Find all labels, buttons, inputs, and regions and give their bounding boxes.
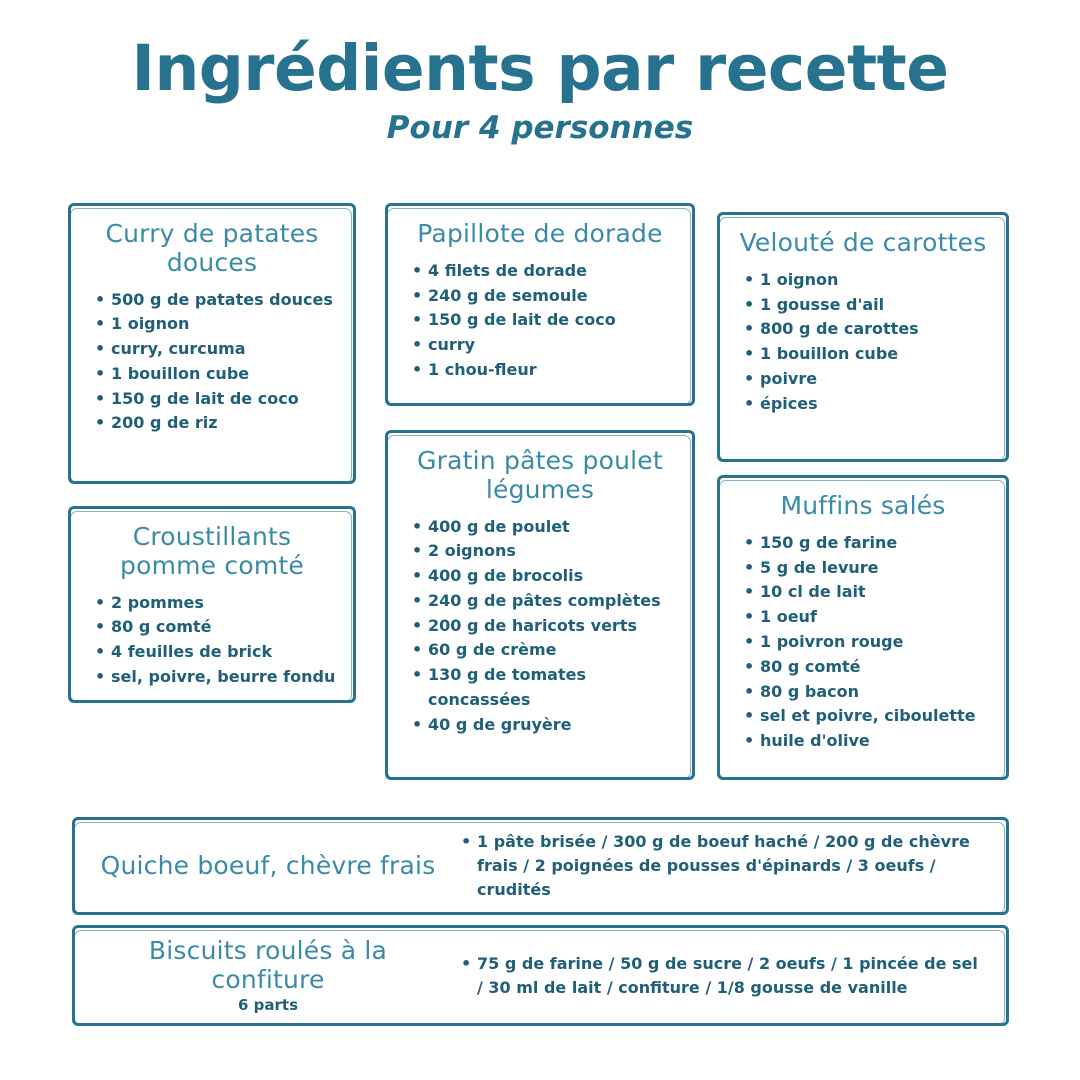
list-item: • 150 g de farine [758, 531, 990, 556]
list-item: • 2 oignons [426, 539, 676, 564]
list-item: • 60 g de crème [426, 638, 676, 663]
page-title: Ingrédients par recette [131, 32, 949, 105]
recipe-title-veloute: Velouté de carottes [739, 228, 987, 257]
list-item: • 1 poivron rouge [758, 630, 990, 655]
list-item: • 1 oeuf [758, 605, 990, 630]
recipe-title-curry: Curry de patates douces [105, 219, 319, 277]
recipe-card-biscuits [72, 925, 1009, 1026]
recipe-title-col-biscuits [93, 937, 443, 1015]
ingredient-list-papillote [404, 259, 676, 383]
list-item: • sel, poivre, beurre fondu [109, 665, 337, 690]
list-item: • curry, curcuma [109, 337, 337, 362]
list-item: • 240 g de pâtes complètes [426, 589, 676, 614]
recipe-list-col-quiche [443, 830, 988, 902]
recipe-title-biscuits: Biscuits roulés à la confiture [148, 935, 388, 994]
list-item: • 1 chou-fleur [426, 358, 676, 383]
list-item: • huile d'olive [758, 729, 990, 754]
list-item: • 1 oignon [109, 312, 337, 337]
ingredient-list-biscuits [453, 952, 988, 1000]
recipe-card-papillote [385, 203, 695, 406]
recipe-card-curry [68, 203, 356, 484]
list-item: • 40 g de gruyère [426, 713, 676, 738]
list-item: • épices [758, 392, 990, 417]
recipe-card-gratin [385, 430, 695, 780]
list-item: • 200 g de riz [109, 411, 337, 436]
ingredient-list-muffins [736, 531, 990, 754]
ingredient-list-quiche [453, 830, 988, 902]
list-item: • 400 g de brocolis [426, 564, 676, 589]
list-item: • 400 g de poulet [426, 515, 676, 540]
list-item: • 150 g de lait de coco [109, 387, 337, 412]
list-item: • 150 g de lait de coco [426, 308, 676, 333]
page-subtitle: Pour 4 personnes [386, 110, 694, 147]
recipe-title-col-quiche [93, 852, 443, 881]
list-item: • 800 g de carottes [758, 317, 990, 342]
list-item: • 80 g bacon [758, 680, 990, 705]
list-item: • sel et poivre, ciboulette [758, 704, 990, 729]
list-item: • 80 g comté [109, 615, 337, 640]
ingredient-list-veloute [736, 268, 990, 417]
list-item: • 1 oignon [758, 268, 990, 293]
list-item: • 80 g comté [758, 655, 990, 680]
list-item: • 200 g de haricots verts [426, 614, 676, 639]
recipe-card-quiche [72, 817, 1009, 915]
recipe-list-col-biscuits [443, 952, 988, 1000]
list-item: • 4 filets de dorade [426, 259, 676, 284]
list-item: • 1 pâte brisée / 300 g de boeuf haché / 200 g de chèvre frais / 2 poignées de pousses d'épinards / 3 oeufs / crudités [475, 830, 988, 902]
list-item: • curry [426, 333, 676, 358]
ingredient-list-gratin [404, 515, 676, 738]
recipe-title-papillote: Papillote de dorade [417, 219, 663, 248]
list-item: • 5 g de levure [758, 556, 990, 581]
list-item: • 1 gousse d'ail [758, 293, 990, 318]
list-item: • 10 cl de lait [758, 580, 990, 605]
list-item: • 500 g de patates douces [109, 288, 337, 313]
ingredient-list-curry [87, 288, 337, 437]
list-item: • 130 g de tomates concassées [426, 663, 676, 713]
list-item: • 75 g de farine / 50 g de sucre / 2 oeufs / 1 pincée de sel / 30 ml de lait / confiture / 1/8 gousse de vanille [475, 952, 988, 1000]
recipe-card-veloute [717, 212, 1009, 462]
list-item: • poivre [758, 367, 990, 392]
recipe-title-quiche: Quiche boeuf, chèvre frais [100, 850, 436, 880]
recipe-card-croustillants [68, 506, 356, 703]
ingredient-list-croustillants [87, 591, 337, 690]
recipe-title-croustillants: Croustillants pomme comté [120, 522, 304, 580]
poster-header [0, 0, 1080, 146]
list-item: • 1 bouillon cube [758, 342, 990, 367]
recipe-portions-biscuits: 6 parts [237, 996, 298, 1015]
list-item: • 1 bouillon cube [109, 362, 337, 387]
recipe-title-gratin: Gratin pâtes poulet légumes [417, 446, 663, 504]
list-item: • 240 g de semoule [426, 284, 676, 309]
list-item: • 4 feuilles de brick [109, 640, 337, 665]
recipe-card-muffins [717, 475, 1009, 780]
list-item: • 2 pommes [109, 591, 337, 616]
recipe-title-muffins: Muffins salés [780, 491, 946, 520]
